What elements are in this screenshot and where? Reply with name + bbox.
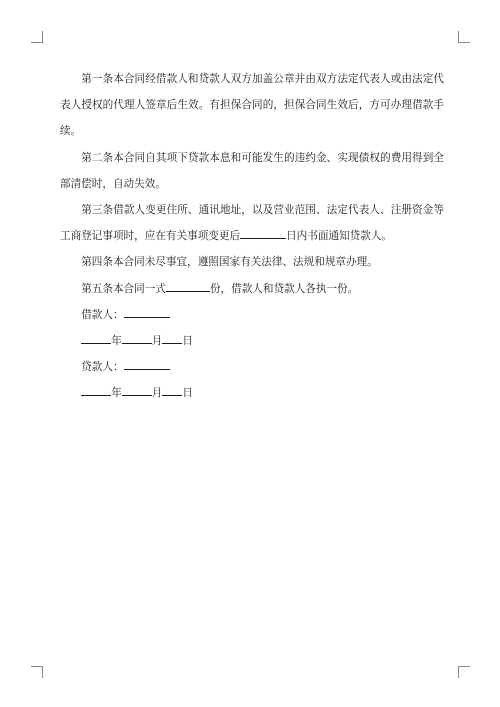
lender-year-blank[interactable]	[81, 384, 111, 396]
copies-count-blank[interactable]	[166, 280, 210, 292]
borrower-label: 借款人：	[81, 308, 124, 321]
lender-name-blank[interactable]	[124, 358, 170, 370]
crop-mark-bottom-left	[31, 666, 43, 678]
clause-3-text-after: 日内书面通知贷款人。	[286, 230, 393, 243]
lender-date-line	[60, 380, 444, 406]
lender-month-label: 月	[151, 387, 163, 400]
clause-4: 第四条本合同未尽事宜，遵照国家有关法律、法规和规章办理。	[81, 256, 378, 269]
crop-mark-bottom-right	[458, 666, 470, 678]
lender-signature-line	[60, 354, 444, 380]
borrower-date-line	[60, 328, 444, 354]
clause-5	[60, 276, 444, 302]
lender-day-label: 日	[182, 387, 193, 400]
lender-day-blank[interactable]	[162, 384, 182, 396]
borrower-signature-line	[60, 302, 444, 328]
notice-days-blank[interactable]	[240, 227, 286, 239]
lender-year-label: 年	[111, 387, 122, 400]
clause-3-text-before: 第三条借款人变更住所、通讯地址，以及营业范围、法定代表人、注册资金等工商登记事项时，应在有关事项变更后	[60, 204, 444, 243]
crop-mark-top-left	[31, 31, 43, 43]
borrower-year-label: 年	[111, 335, 122, 348]
borrower-year-blank[interactable]	[81, 332, 111, 344]
clause-1: 第一条本合同经借款人和贷款人双方加盖公章并由双方法定代表人或由法定代表人授权的代理人签章后生效。有担保合同的，担保合同生效后，方可办理借款手续。	[60, 73, 444, 138]
lender-month-blank[interactable]	[122, 384, 152, 396]
clause-2: 第二条本合同自其项下贷款本息和可能发生的违约金、实现债权的费用得到全部清偿时，自动失效。	[60, 151, 444, 190]
clause-5-text-after: 份，借款人和贷款人各执一份。	[209, 282, 359, 295]
contract-body	[60, 66, 444, 407]
borrower-day-blank[interactable]	[162, 332, 182, 344]
borrower-month-label: 月	[151, 335, 163, 348]
borrower-name-blank[interactable]	[124, 306, 170, 318]
crop-mark-top-right	[458, 31, 470, 43]
lender-label: 贷款人：	[81, 361, 124, 374]
borrower-day-label: 日	[182, 335, 193, 348]
clause-3	[60, 197, 444, 249]
clause-5-text-before: 第五条本合同一式	[81, 282, 166, 295]
borrower-month-blank[interactable]	[122, 332, 152, 344]
